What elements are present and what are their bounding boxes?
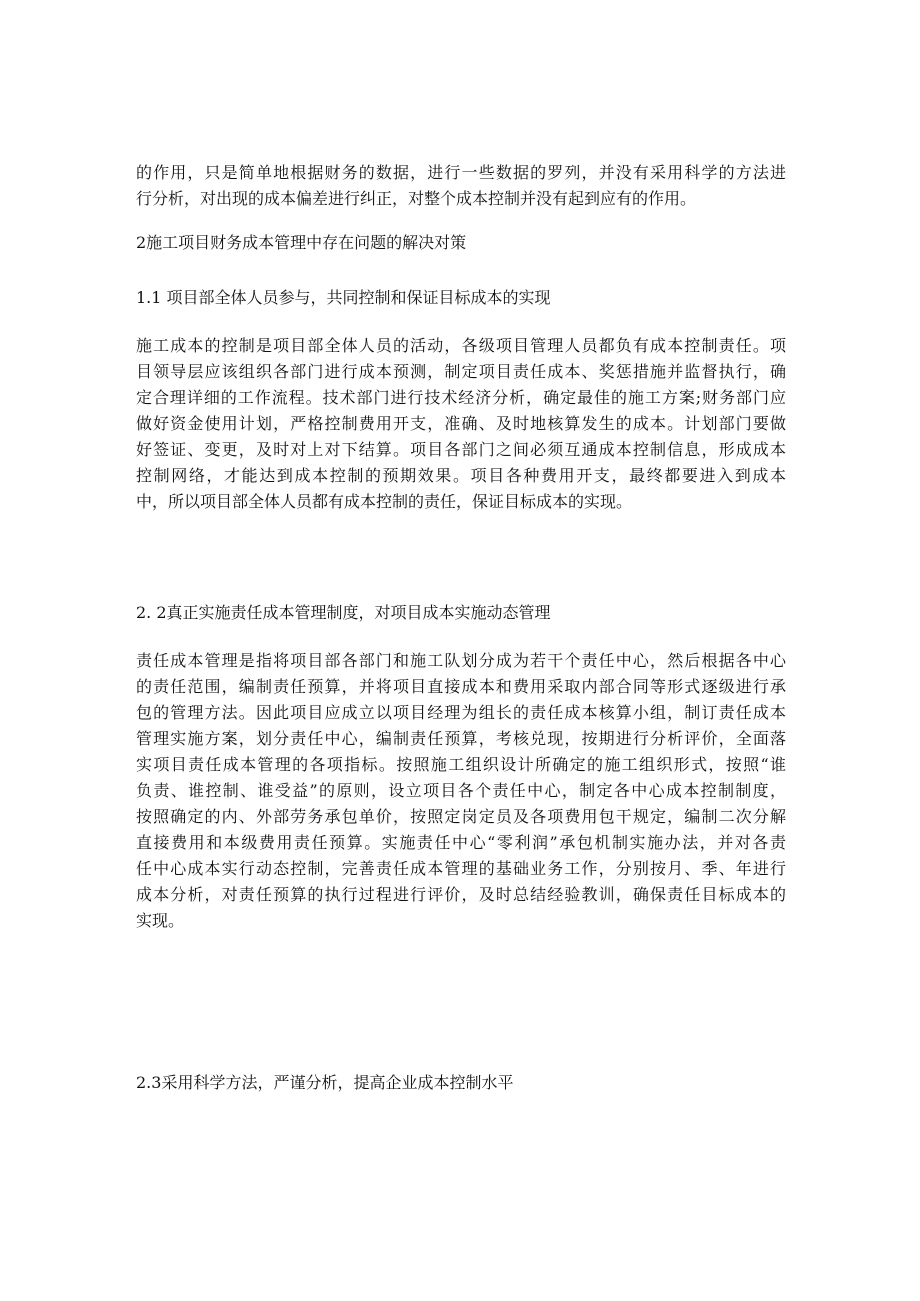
- paragraph-line: 任中心成本实行动态控制，完善责任成本管理的基础业务工作，分别按月、季、年进行: [136, 859, 786, 878]
- paragraph-line: 的责任范围，编制责任预算，并将项目直接成本和费用采取内部合同等形式逐级进行承: [136, 677, 786, 696]
- paragraph-line: 管理实施方案，划分责任中心，编制责任预算，考核兑现，按期进行分析评价，全面落: [136, 729, 786, 748]
- paragraph-line: 按照确定的内、外部劳务承包单价，按照定岗定员及各项费用包干规定，编制二次分解: [136, 807, 786, 826]
- paragraph-line: 控制网络，才能达到成本控制的预期效果。项目各种费用开支，最终都要进入到成本: [136, 466, 786, 485]
- paragraph-line: 目领导层应该组织各部门进行成本预测，制定项目责任成本、奖惩措施并监督执行，确: [136, 362, 786, 381]
- paragraph-line: 施工成本的控制是项目部全体人员的活动，各级项目管理人员都负有成本控制责任。项: [136, 336, 786, 355]
- paragraph-intro: [136, 160, 786, 212]
- paragraph-line: 责任成本管理是指将项目部各部门和施工队划分成为若干个责任中心，然后根据各中心: [136, 651, 786, 670]
- paragraph-line: 成本分析，对责任预算的执行过程进行评价，及时总结经验教训，确保责任目标成本的: [136, 885, 786, 904]
- paragraph-line: 做好资金使用计划，严格控制费用开支，准确、及时地核算发生的成本。计划部门要做: [136, 414, 786, 433]
- section-heading-1-1: 1.1 项目部全体人员参与，共同控制和保证目标成本的实现: [136, 288, 551, 307]
- section-heading-2-3: 2.3采用科学方法，严谨分析，提高企业成本控制水平: [136, 1073, 514, 1092]
- paragraph-line: 直接费用和本级费用责任预算。实施责任中心“零利润”承包机制实施办法，并对各责: [136, 833, 786, 852]
- paragraph-line: 实现。: [136, 911, 185, 930]
- section-heading-2: 2施工项目财务成本管理中存在问题的解决对策: [136, 233, 467, 252]
- paragraph-line: 好签证、变更，及时对上对下结算。项目各部门之间必须互通成本控制信息，形成成本: [136, 440, 786, 459]
- paragraph-line: 包的管理方法。因此项目应成立以项目经理为组长的责任成本核算小组，制订责任成本: [136, 703, 786, 722]
- paragraph-section-2-2: [136, 648, 786, 934]
- section-heading-2-2: 2. 2真正实施责任成本管理制度，对项目成本实施动态管理: [136, 603, 551, 622]
- paragraph-line: 的作用，只是简单地根据财务的数据，进行一些数据的罗列，并没有采用科学的方法进: [136, 163, 786, 182]
- paragraph-line: 实项目责任成本管理的各项指标。按照施工组织设计所确定的施工组织形式，按照“谁: [136, 755, 786, 774]
- paragraph-line: 负责、谁控制、谁受益”的原则，设立项目各个责任中心，制定各中心成本控制制度，: [136, 781, 786, 800]
- paragraph-section-1-1: [136, 333, 786, 515]
- paragraph-line: 中，所以项目部全体人员都有成本控制的责任，保证目标成本的实现。: [136, 492, 633, 511]
- paragraph-line: 行分析，对出现的成本偏差进行纠正，对整个成本控制并没有起到应有的作用。: [136, 189, 697, 208]
- paragraph-line: 定合理详细的工作流程。技术部门进行技术经济分析，确定最佳的施工方案;财务部门应: [136, 388, 786, 407]
